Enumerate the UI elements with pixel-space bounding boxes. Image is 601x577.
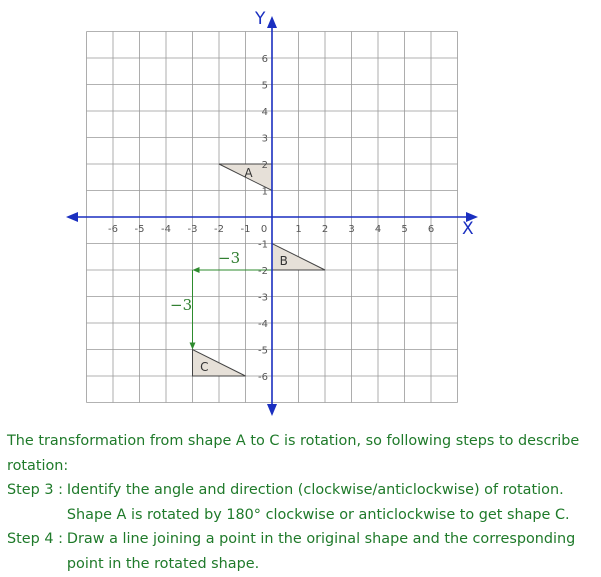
y-tick-label: -6 [258,372,268,383]
x-tick-label: -5 [134,224,145,235]
horizontal-guide-arrowhead [193,267,200,273]
x-tick-label: -1 [240,224,251,235]
step-3-line-1: Identify the angle and direction (clockwise/anticlockwise) of rotation. [66,482,564,498]
y-tick-label: -1 [258,239,268,251]
step-3 [7,478,599,527]
x-tick-label: 3 [348,224,355,235]
y-tick-label: -4 [258,319,268,330]
rotation-guide-lines [190,267,273,350]
axes [66,16,478,416]
vertical-guide-arrowhead [190,343,196,350]
step-4-line-1: Draw a line joining a point in the original shape and the corresponding [66,531,576,547]
y-tick-label: 4 [261,107,268,118]
shape-label-b: B [279,254,288,269]
x-tick-label: 5 [401,224,408,235]
x-tick-label: 2 [321,224,329,235]
y-tick-label: -5 [258,345,268,357]
x-tick-label: -4 [161,224,171,235]
shape-label-c: C [200,360,209,375]
step-4-line-2: point in the rotated shape. [66,555,260,572]
y-tick-label: 5 [261,80,268,92]
y-tick-label: 6 [261,54,268,65]
y-axis-arrow-up [267,16,277,28]
x-tick-label: -6 [108,224,118,235]
y-axis-label: Y [255,9,266,29]
step-3-label: Step 3 : [7,482,63,498]
tick-labels [108,54,434,383]
x-tick-label: 4 [374,224,382,235]
y-axis-arrow-down [267,404,277,416]
x-tick-label: -3 [187,224,198,235]
y-tick-label: 2 [261,160,268,171]
step-4-label: Step 4 : [7,531,63,547]
x-tick-label: -2 [214,224,224,235]
x-axis-label: X [462,219,474,239]
explanation-text [7,429,599,576]
y-tick-label: -3 [258,292,268,304]
shape-label-a: A [244,165,253,180]
x-tick-label: 1 [295,224,302,235]
y-tick-label: -2 [258,266,268,277]
vertical-shift-label: −3 [170,296,193,314]
step-3-line-2: Shape A is rotated by 180° clockwise or anticlockwise to get shape C. [66,506,570,523]
horizontal-shift-label: −3 [218,249,241,267]
intro-text: The transformation from shape A to C is rotation, so following steps to describe rotation: [7,433,580,474]
y-tick-label: 1 [261,186,268,198]
x-tick-label: 0 [260,224,268,235]
y-tick-label: 3 [261,133,268,145]
step-4 [7,527,599,576]
x-axis-arrow-left [66,212,78,222]
x-tick-label: 6 [427,224,435,235]
